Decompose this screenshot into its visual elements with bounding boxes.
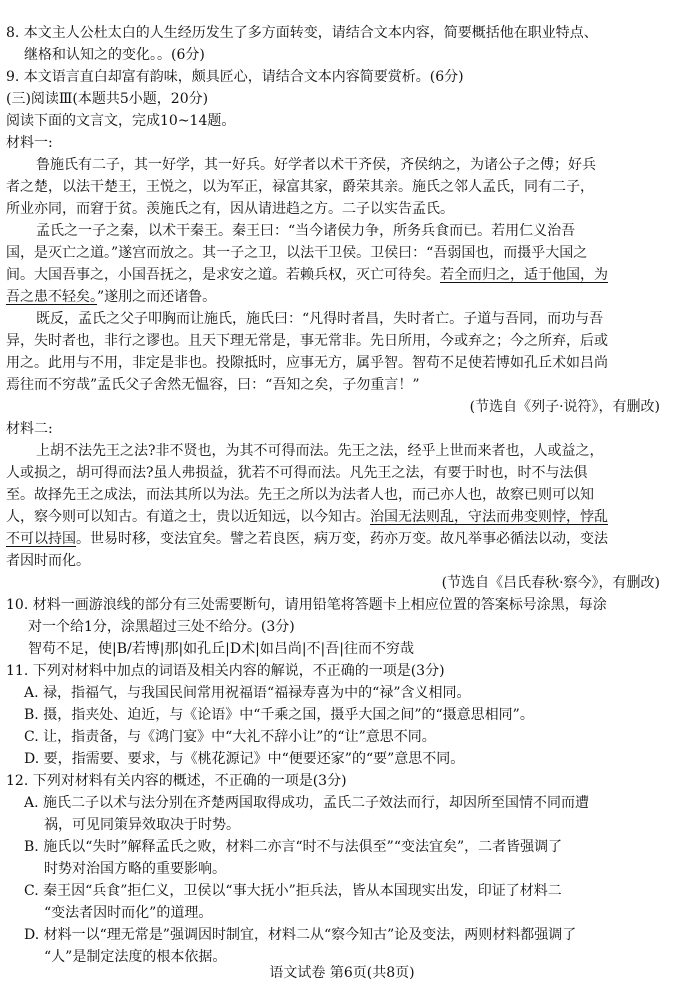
- material2-line-5-plain: 。世易时移，变法宜矣。譬之若良医，病万变，药亦万变。故凡举事必循法以动，变法: [76, 531, 608, 547]
- section3-heading: (三)阅读Ⅲ(本题共5小题，20分): [6, 91, 209, 107]
- q11-option-b: B. 摄，指夹处、迫近，与《论语》中“千乘之国，摄乎大国之间”的“摄意思相同”。: [24, 707, 534, 723]
- material1-p2-line-3-underlined: 若全而归之，适于他国，为: [440, 267, 608, 283]
- q12-option-d-line-2: “人”是制定法度的根本依据。: [44, 949, 227, 965]
- material2-line-4: [6, 506, 608, 528]
- q9-line-1: 9. 本文语言直白却富有韵味，颇具匠心，请结合文本内容简要赏析。(6分): [6, 69, 464, 85]
- page-footer: 语文试卷 第6页(共8页): [269, 965, 415, 981]
- material1-p2-line-2: 国，是灭亡之道。”遂宫而放之。其一子之卫，以法干卫侯。卫侯曰：“吾弱国也，而摄乎大国之: [6, 245, 588, 261]
- q12-option-a-line-2: 祸，可见同策异效取决于时势。: [44, 817, 240, 833]
- material1-source: (节选自《列子·说符》，有删改): [469, 399, 660, 415]
- material1-p3-line-2: 异，失时者也，非行之谬也。且天下理无常是，事无常非。先日所用，今或弃之；今之所弃，后或: [6, 333, 608, 349]
- material1-p2-line-4: [6, 286, 216, 308]
- material1-p2-line-3-plain: 间。大国吾事之，小国吾抚之，是求安之道。若赖兵权，灭亡可待矣。: [6, 267, 440, 283]
- material1-p1-line-2: 者之楚，以法干楚王，王悦之，以为军正，禄富其家，爵荣其亲。施氏之邻人孟氏，同有二子，: [6, 179, 594, 195]
- material2-label: 材料二:: [6, 421, 53, 437]
- material1-p2-line-3: [6, 264, 608, 286]
- material1-label: 材料一:: [6, 135, 53, 151]
- q12-option-c-line-1: C. 秦王因“兵食”拒仁义，卫侯以“事大抚小”拒兵法，皆从本国现实出发，印证了材料二: [24, 883, 562, 899]
- q8-line-1: 8. 本文主人公杜太白的人生经历发生了多方面转变，请结合文本内容，简要概括他在职业特点、: [6, 25, 598, 41]
- material2-line-5: [6, 528, 608, 550]
- material2-line-6: 者因时而化。: [6, 553, 90, 569]
- q12-option-b-line-1: B. 施氏以“失时”解释孟氏之败，材料二亦言“时不与法俱至”“变法宜矣”，二者皆强调了: [24, 839, 563, 855]
- material1-p1-line-1: 鲁施氏有二子，其一好学，其一好兵。好学者以术干齐侯，齐侯纳之，为诸公子之傅；好兵: [36, 157, 596, 173]
- material2-line-2: 人或损之，胡可得而法?虽人弗损益，犹若不可得而法。凡先王之法，有要于时也，时不与法俱: [6, 465, 588, 481]
- q11-option-a: A. 禄，指福气，与我国民间常用祝福语“福禄寿喜为中的“禄”含义相同。: [24, 685, 471, 701]
- q12-stem: 12. 下列对材料有关内容的概述，不正确的一项是(3分): [6, 773, 347, 789]
- q11-stem: 11. 下列对材料中加点的词语及相关内容的解说，不正确的一项是(3分): [6, 663, 445, 679]
- material2-line-1: 上胡不法先王之法?非不贤也，为其不可得而法。先王之法，经乎上世而来者也，人或益之，: [36, 443, 604, 459]
- material1-p3-line-1: 既反，孟氏之父子叩胸而让施氏，施氏曰：“凡得时者昌，失时者亡。子道与吾同，而功与吾: [36, 311, 604, 327]
- material2-line-4-plain: 人，察今则可以知古。有道之士，贵以近知远，以今知古。: [6, 509, 370, 525]
- q10-line-2: 对一个给1分，涂黑超过三处不给分。(3分): [28, 619, 295, 635]
- q10-line-3: 智苟不足，使|B/若博|那|如孔丘|D术|如吕尚|不|吾|往而不穷哉: [28, 641, 414, 657]
- material1-p1-line-3: 所业亦同，而窘于贫。羡施氏之有，因从请进趋之方。二子以实告孟氏。: [6, 201, 454, 217]
- q12-option-a-line-1: A. 施氏二子以术与法分别在齐楚两国取得成功，孟氏二子效法而行，却因所至国情不同而遭: [24, 795, 590, 811]
- q12-option-c-line-2: “变法者因时而化”的道理。: [44, 905, 213, 921]
- material1-p3-line-4: 焉往而不穷哉”孟氏父子舍然无愠容，曰：“吾知之矣，子勿重言！”: [6, 377, 420, 393]
- material2-source: (节选自《吕氏春秋·察今》，有删改): [441, 575, 660, 591]
- material1-p2-line-4-plain: ”遂刖之而还诸鲁。: [97, 289, 217, 305]
- q10-line-1: 10. 材料一画游浪线的部分有三处需要断句，请用铅笔将答题卡上相应位置的答案标号涂黑，每涂: [6, 597, 607, 613]
- material2-line-4-underlined: 治国无法则乱，守法而弗变则悖，悖乱: [370, 509, 608, 525]
- q11-option-c: C. 让，指责备，与《鸿门宴》中“大礼不辞小让”的“让”意思不同。: [24, 729, 436, 745]
- material2-line-5-underlined: 不可以持国: [6, 531, 76, 547]
- q11-option-d: D. 要，指需要、要求，与《桃花源记》中“便要还家”的“要”意思不同。: [24, 751, 465, 767]
- material2-line-3: 至。故择先王之成法，而法其所以为法。先王之所以为法者人也，而己亦人也，故察已则可以知: [6, 487, 594, 503]
- q12-option-d-line-1: D. 材料一以“理无常是”强调因时制宜，材料二从“察今知古”论及变法，两则材料都强调了: [24, 927, 577, 943]
- material1-p2-line-4-underlined: 吾之患不轻矣。: [6, 289, 97, 305]
- material1-p2-line-1: 孟氏之一子之秦，以术干秦王。秦王曰：“当今诸侯力争，所务兵食而已。若用仁义治吾: [36, 223, 576, 239]
- q12-option-b-line-2: 时势对治国方略的重要影响。: [44, 861, 226, 877]
- section3-instruction: 阅读下面的文言文，完成10~14题。: [6, 113, 236, 129]
- material1-p3-line-3: 用之。此用与不用，非定是非也。投隙抵时，应事无方，属乎智。智苟不足使若博如孔丘术如吕尚: [6, 355, 608, 371]
- q8-line-2: 继格和认知之的变化。。(6分): [24, 47, 205, 63]
